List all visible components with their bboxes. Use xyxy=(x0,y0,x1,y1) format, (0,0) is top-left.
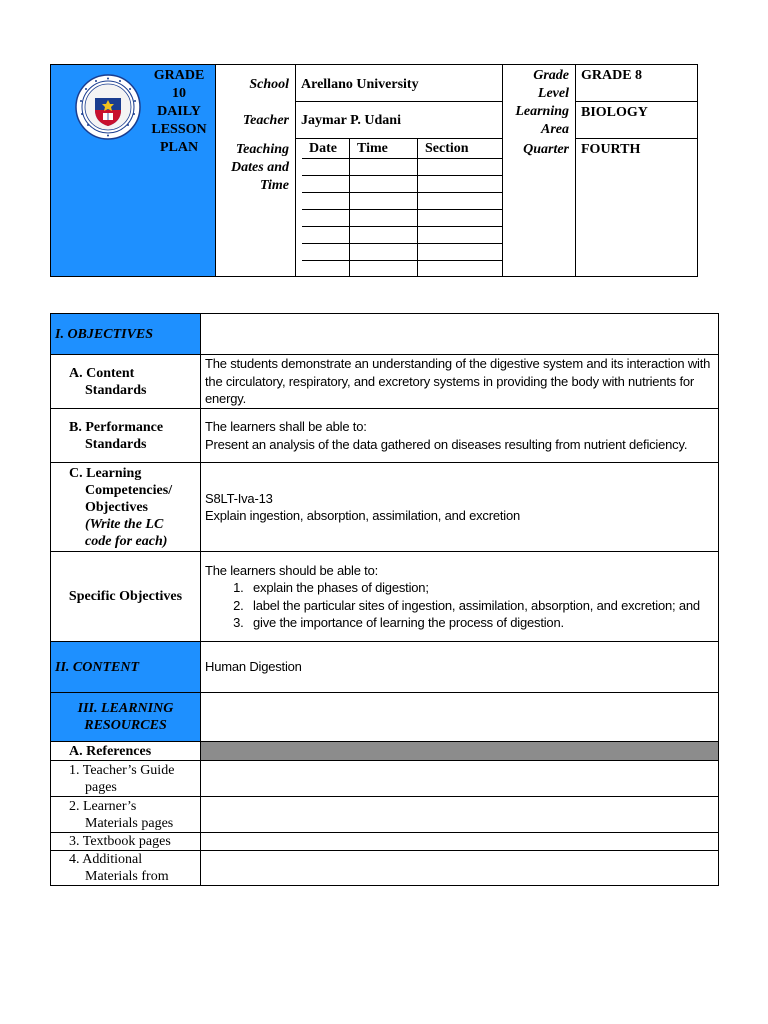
content-standards-row xyxy=(51,355,719,409)
additional-materials-label: 4. Additional Materials from xyxy=(51,851,201,886)
table-row xyxy=(51,851,719,886)
objectives-heading: I. OBJECTIVES xyxy=(51,314,201,355)
list-item: 1. explain the phases of digestion; xyxy=(247,579,714,597)
specific-objectives-row xyxy=(51,552,719,642)
competencies-row xyxy=(51,463,719,552)
section-column-header: Section xyxy=(425,141,469,156)
table-row xyxy=(51,761,719,797)
competencies-label: C. Learning Competencies/ Objectives (Write the LC code for each) xyxy=(51,463,201,552)
learning-area-label: Learning Area xyxy=(515,104,569,137)
grade-title: GRADE 10 DAILY LESSON PLAN xyxy=(151,68,207,155)
grade-level-value: GRADE 8 xyxy=(581,68,643,83)
content-row xyxy=(51,642,719,693)
learning-resources-heading: III. LEARNING RESOURCES xyxy=(51,693,201,742)
learning-resources-row xyxy=(51,693,719,742)
content-standards-label: A. Content Standards xyxy=(51,355,201,409)
teachers-guide-label: 1. Teacher’s Guide pages xyxy=(51,761,201,797)
learners-materials-value xyxy=(201,797,719,833)
school-label: School xyxy=(249,77,289,92)
performance-standards-text: The learners shall be able to: Present an analysis of the data gathered on diseases resulting from nutrient deficiency. xyxy=(201,409,719,463)
objectives-row xyxy=(51,314,719,355)
teacher-value: Jaymar P. Udani xyxy=(301,113,401,128)
lesson-plan-table xyxy=(50,313,719,886)
date-column-header: Date xyxy=(309,141,337,156)
quarter-value: FOURTH xyxy=(581,142,641,157)
objectives-value xyxy=(201,314,719,355)
table-row xyxy=(51,833,719,851)
school-value: Arellano University xyxy=(301,77,419,92)
table-row xyxy=(51,797,719,833)
references-shaded-cell xyxy=(201,742,719,761)
additional-materials-value xyxy=(201,851,719,886)
list-item: 3. give the importance of learning the process of digestion. xyxy=(247,614,714,632)
specific-objectives-text: The learners should be able to: 1. explain the phases of digestion; 2. label the particular sites of ingestion, assimilation, absorption, and excretion; and 3. give the importance of learning the process of digestion. xyxy=(201,552,719,642)
competencies-text: S8LT-Iva-13 Explain ingestion, absorption, assimilation, and excretion xyxy=(201,463,719,552)
content-heading: II. CONTENT xyxy=(51,642,201,693)
specific-objectives-list xyxy=(205,579,714,632)
references-label: A. References xyxy=(51,742,201,761)
teacher-label: Teacher xyxy=(242,113,289,128)
textbook-pages-label: 3. Textbook pages xyxy=(51,833,201,851)
teaching-dates-label: Teaching Dates and Time xyxy=(231,142,289,193)
header-table xyxy=(50,64,698,277)
learning-area-value: BIOLOGY xyxy=(581,105,648,120)
specific-objectives-label: Specific Objectives xyxy=(51,552,201,642)
references-row xyxy=(51,742,719,761)
learners-materials-label: 2. Learner’s Materials pages xyxy=(51,797,201,833)
list-item: 2. label the particular sites of ingestion, assimilation, absorption, and excretion; and xyxy=(247,597,714,615)
grade-level-label: Grade Level xyxy=(533,68,569,101)
performance-standards-row xyxy=(51,409,719,463)
content-value: Human Digestion xyxy=(201,642,719,693)
learning-resources-value xyxy=(201,693,719,742)
performance-standards-label: B. Performance Standards xyxy=(51,409,201,463)
content-standards-text: The students demonstrate an understanding of the digestive system and its interaction with the circulatory, respiratory, and excretory systems in providing the body with nutrients for energy. xyxy=(201,355,719,409)
teachers-guide-value xyxy=(201,761,719,797)
quarter-label: Quarter xyxy=(523,142,569,157)
textbook-pages-value xyxy=(201,833,719,851)
deped-seal-icon xyxy=(75,74,141,140)
time-column-header: Time xyxy=(357,141,388,156)
